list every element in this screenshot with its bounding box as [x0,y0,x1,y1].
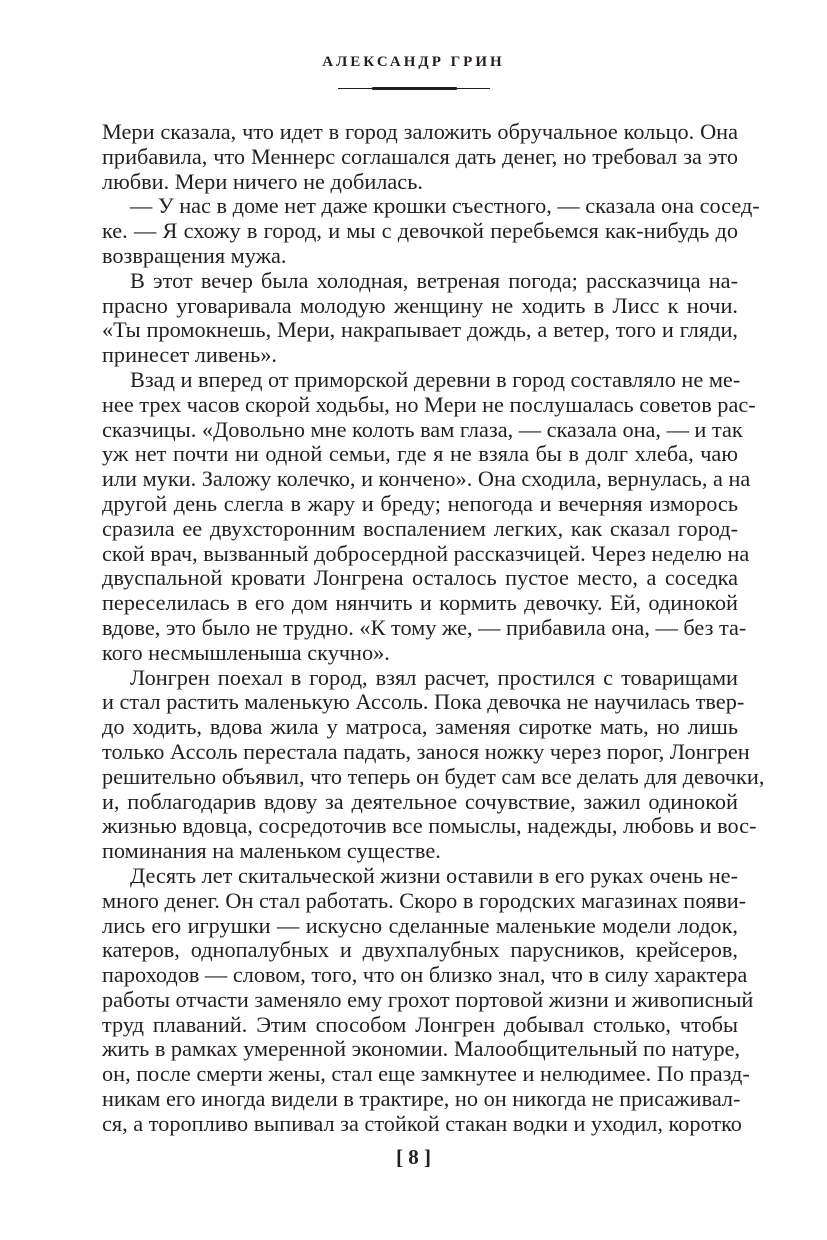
page-number: [ 8 ] [396,1145,431,1169]
header-divider-accent [372,87,457,90]
text-line: Десять лет скитальческой жизни оставили в его руках очень не- [130,862,738,888]
text-line: двуспальной кровати Лонгрена осталось пустое место, а соседка [102,565,738,591]
text-line: возвращения мужа. [102,242,287,268]
text-line: только Ассоль перестала падать, занося ножку через порог, Лонгрен [102,738,750,764]
text-line: сказчицы. «Довольно мне колоть вам глаза, — сказала она, — и так [102,416,743,442]
text-line: другой день слегла в жару и бреду; непогода и вечерняя изморось [102,490,738,516]
text-line: труд плаваний. Этим способом Лонгрен добывал столько, чтобы [102,1011,738,1037]
text-line: любви. Мери ничего не добилась. [102,168,423,194]
text-line: ской врач, вызванный добросердной рассказчицей. Через неделю на [102,540,750,566]
text-line: катеров, однопалубных и двухпалубных парусников, крейсеров, [102,937,738,963]
text-line: Взад и вперед от приморской деревни в город составляло не ме- [130,366,741,392]
paragraph [102,664,765,864]
text-line: сразила ее двухсторонним воспалением легких, как сказал город- [102,515,738,541]
text-line: пароходов — словом, того, что он близко знал, что в силу характера [102,962,748,988]
text-line: жить в рамках умеренной экономии. Малообщительный по натуре, [102,1036,741,1062]
text-line: лись его игрушки — искусно сделанные маленькие модели лодок, [102,912,738,938]
text-line: прибавила, что Меннерс соглашался дать денег, но требовал за это [102,143,738,169]
text-line: принесет ливень». [102,342,277,368]
text-line: вдове, это было не трудно. «К тому же, — прибавила она, — без та- [102,614,747,640]
text-line: и стал растить маленькую Ассоль. Пока девочка не научилась твер- [102,689,745,715]
running-title: АЛЕКСАНДР ГРИН [322,54,505,70]
text-line: В этот вечер была холодная, ветреная погода; рассказчица на- [130,267,738,293]
paragraph [102,366,756,666]
page-body-text [102,119,765,1137]
text-line: жизнью вдовца, сосредоточив все помыслы, надежды, любовь и вос- [102,813,757,839]
text-line: кого несмышленыша скучно». [102,639,390,665]
paragraph [102,862,754,1137]
text-line: ся, а торопливо выпивал за стойкой стакан водки и уходил, коротко [102,1110,742,1136]
text-line: поминания на маленьком существе. [102,838,441,864]
text-line: и, поблагодарив вдову за деятельное сочувствие, зажил одинокой [102,788,738,814]
text-line: решительно объявил, что теперь он будет сам все делать для девочки, [102,763,765,789]
text-line: «Ты промокнешь, Мери, накрапывает дождь, а ветер, того и гляди, [102,317,738,343]
text-line: уж нет почти ни одной семьи, где я не взяла бы в долг хлеба, чаю [102,441,738,467]
text-line: много денег. Он стал работать. Скоро в городских магазинах появи- [102,887,747,913]
text-line: прасно уговаривала молодую женщину не ходить в Лисс к ночи. [102,292,738,318]
text-line: нее трех часов скорой ходьбы, но Мери не послушалась советов рас- [102,391,756,417]
text-line: ке. — Я схожу в город, и мы с девочкой перебьемся как-нибудь до [102,218,738,244]
text-line: Мери сказала, что идет в город заложить обручальное кольцо. Она [102,119,738,144]
paragraph [102,120,738,194]
text-line: до ходить, вдова жила у матроса, заменяя сиротке мать, но лишь [102,714,738,740]
paragraph [102,193,760,268]
text-line: никам его иногда видели в трактире, но он никогда не присаживал- [102,1086,741,1112]
paragraph [102,269,738,368]
text-line: — У нас в доме нет даже крошки съестного, — сказала она сосед- [130,193,760,219]
text-line: он, после смерти жены, стал еще замкнутее и нелюдимее. По празд- [102,1061,750,1087]
text-line: переселилась в его дом нянчить и кормить девочку. Ей, одинокой [102,590,738,616]
text-line: или муки. Заложу колечко, и кончено». Она сходила, вернулась, а на [102,466,751,492]
text-line: работы отчасти заменяло ему грохот портовой жизни и живописный [102,986,754,1012]
text-line: Лонгрен поехал в город, взял расчет, простился с товарищами [130,664,738,690]
